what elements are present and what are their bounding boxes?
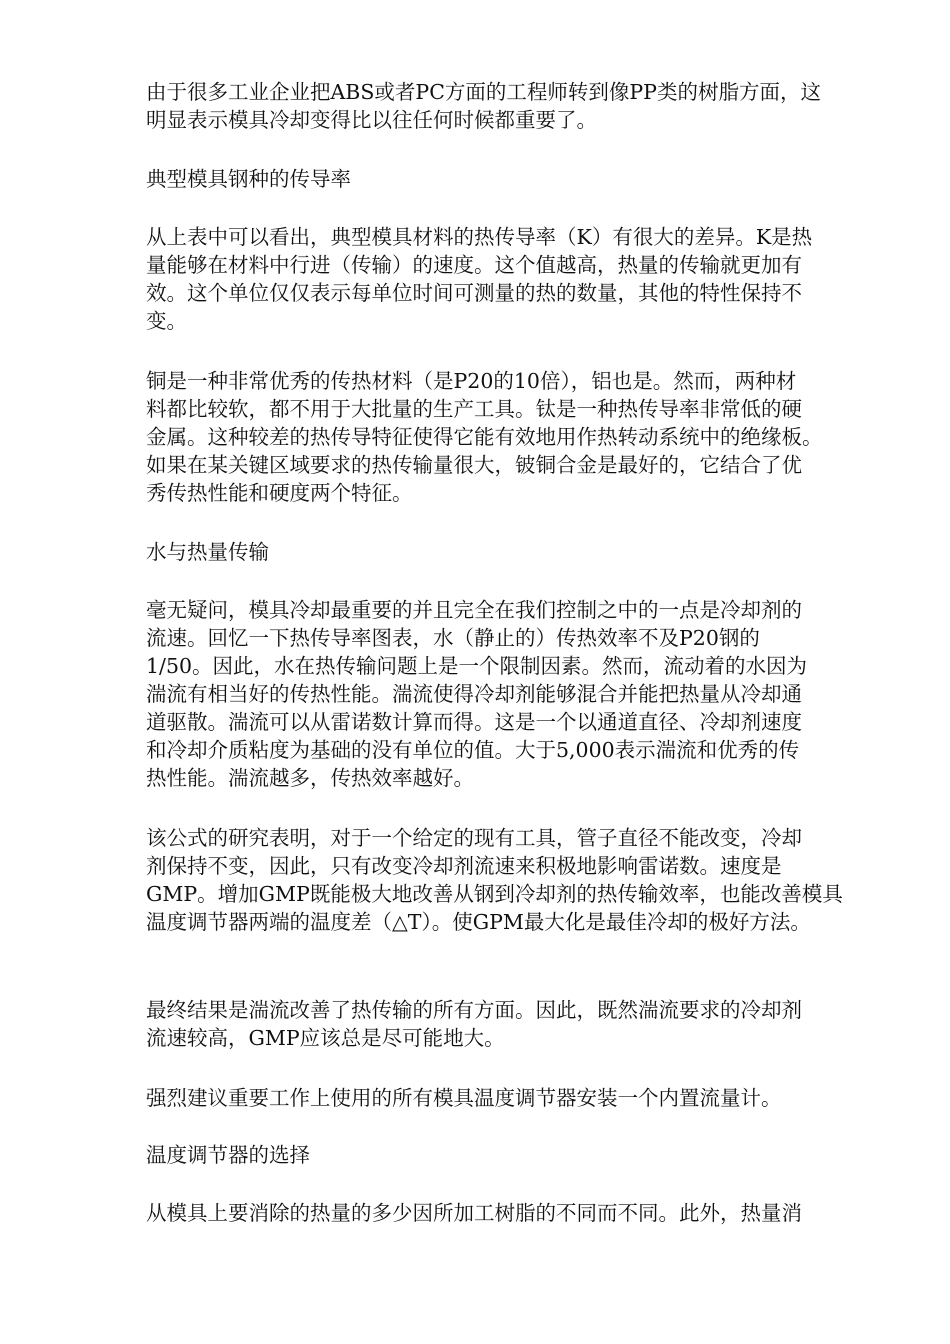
heading-text: 水与热量传输 bbox=[146, 540, 269, 564]
text-line: 湍流有相当好的传热性能。湍流使得冷却剂能够混合并能把热量从冷却通 bbox=[146, 682, 802, 706]
text-line: 从模具上要消除的热量的多少因所加工树脂的不同而不同。此外，热量消 bbox=[146, 1201, 802, 1225]
text-line: 毫无疑问，模具冷却最重要的并且完全在我们控制之中的一点是冷却剂的 bbox=[146, 598, 802, 622]
text-line: 热性能。湍流越多，传热效率越好。 bbox=[146, 766, 474, 790]
text-line: 变。 bbox=[146, 309, 187, 333]
text-line: 料都比较软，都不用于大批量的生产工具。钛是一种热传导率非常低的硬 bbox=[146, 397, 802, 421]
text-line: 流速较高，GMP应该总是尽可能地大。 bbox=[146, 1026, 505, 1050]
heading-text: 典型模具钢种的传导率 bbox=[146, 167, 351, 191]
paragraph-thermal-conductivity-k bbox=[146, 223, 886, 335]
text-line: 从上表中可以看出，典型模具材料的热传导率（K）有很大的差异。K是热 bbox=[146, 225, 813, 249]
section-heading-steel-conductivity bbox=[146, 165, 886, 193]
text-line: 和冷却介质粘度为基础的没有单位的值。大于5,000表示湍流和优秀的传 bbox=[146, 738, 800, 762]
text-line: 1/50。因此，水在热传输问题上是一个限制因素。然而，流动着的水因为 bbox=[146, 654, 808, 678]
section-heading-regulator-selection bbox=[146, 1141, 886, 1169]
heading-text: 温度调节器的选择 bbox=[146, 1143, 310, 1167]
text-line: GMP。增加GMP既能极大地改善从钢到冷却剂的热传输效率，也能改善模具 bbox=[146, 882, 843, 906]
text-line: 量能够在材料中行进（传输）的速度。这个值越高，热量的传输就更加有 bbox=[146, 253, 802, 277]
paragraph-heat-removal bbox=[146, 1199, 886, 1227]
paragraph-copper-materials bbox=[146, 367, 886, 507]
text-line: 如果在某关键区域要求的热传输量很大，铍铜合金是最好的，它结合了优 bbox=[146, 453, 802, 477]
text-line: 由于很多工业企业把ABS或者PC方面的工程师转到像PP类的树脂方面，这 bbox=[146, 80, 821, 104]
text-line: 明显表示模具冷却变得比以往任何时候都重要了。 bbox=[146, 108, 597, 132]
text-line: 该公式的研究表明，对于一个给定的现有工具，管子直径不能改变，冷却 bbox=[146, 826, 802, 850]
text-line: 温度调节器两端的温度差（△T）。使GPM最大化是最佳冷却的极好方法。 bbox=[146, 910, 811, 934]
paragraph-reynolds-number bbox=[146, 824, 886, 936]
paragraph-turbulent-flow bbox=[146, 596, 886, 792]
text-line: 金属。这种较差的热传导特征使得它能有效地用作热转动系统中的绝缘板。 bbox=[146, 425, 823, 449]
paragraph-final-result bbox=[146, 996, 886, 1052]
section-heading-water-heat-transfer bbox=[146, 538, 886, 566]
text-line: 道驱散。湍流可以从雷诺数计算而得。这是一个以通道直径、冷却剂速度 bbox=[146, 710, 802, 734]
paragraph-flowmeter-recommendation bbox=[146, 1084, 886, 1112]
text-line: 铜是一种非常优秀的传热材料（是P20的10倍），铝也是。然而，两种材 bbox=[146, 369, 797, 393]
text-line: 剂保持不变，因此，只有改变冷却剂流速来积极地影响雷诺数。速度是 bbox=[146, 854, 782, 878]
text-line: 流速。回忆一下热传导率图表，水（静止的）传热效率不及P20钢的 bbox=[146, 626, 760, 650]
text-line: 效。这个单位仅仅表示每单位时间可测量的热的数量，其他的特性保持不 bbox=[146, 281, 802, 305]
text-line: 最终结果是湍流改善了热传输的所有方面。因此，既然湍流要求的冷却剂 bbox=[146, 998, 802, 1022]
paragraph-mold-cooling-importance bbox=[146, 78, 886, 134]
text-line: 强烈建议重要工作上使用的所有模具温度调节器安装一个内置流量计。 bbox=[146, 1086, 782, 1110]
text-line: 秀传热性能和硬度两个特征。 bbox=[146, 481, 413, 505]
